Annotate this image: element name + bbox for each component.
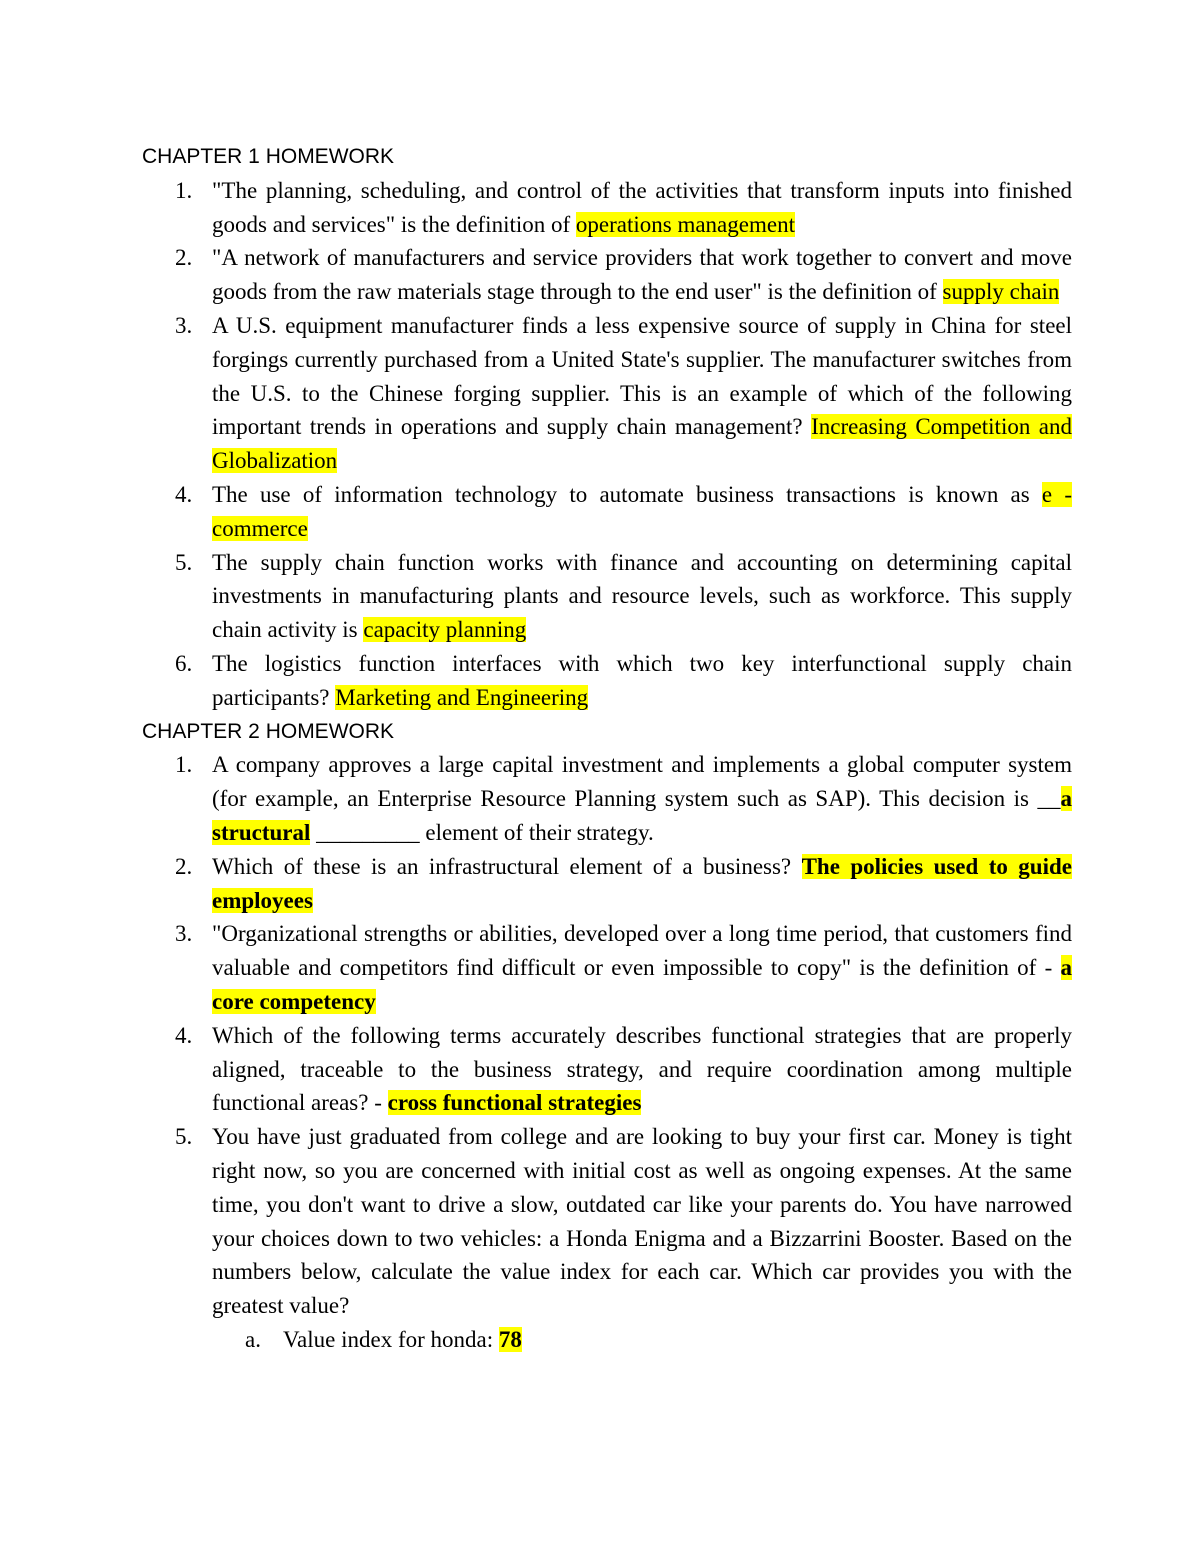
highlighted-answer: Marketing and Engineering: [335, 684, 589, 710]
list-item: [142, 748, 1072, 849]
question-text: [212, 748, 1072, 849]
question-text: [212, 174, 1072, 242]
list-item: [142, 478, 1072, 546]
item-number: 1.: [175, 177, 193, 203]
question-prompt: "A network of manufacturers and service providers that work together to convert and move goods from the raw materials stage through to the end user" is the definition of: [212, 245, 1072, 305]
question-text: [212, 1120, 1072, 1323]
list-item: [142, 1019, 1072, 1120]
question-prompt: Value index for honda:: [283, 1326, 499, 1352]
item-number: 2.: [175, 853, 193, 879]
highlighted-answer: Increasing Competition and Globalization: [212, 414, 1073, 474]
item-number: 3.: [175, 312, 193, 338]
question-text: [212, 1019, 1072, 1120]
item-number: 3.: [175, 921, 193, 947]
chapter-2-question-list: [142, 748, 1072, 1323]
highlighted-answer: The policies used to guide employees: [212, 853, 1072, 913]
question-text: [212, 309, 1072, 478]
item-number: 1.: [175, 752, 193, 778]
document-content: [142, 140, 1072, 1357]
list-item: [142, 546, 1072, 647]
list-item: [142, 309, 1072, 478]
question-prompt: A U.S. equipment manufacturer finds a less expensive source of supply in China for steel forgings currently purchased from a United State's supplier. The manufacturer switches from the U.S. to the Chinese forging supplier. This is an example of which of the following important trends in operations and supply chain management?: [212, 312, 1072, 440]
question-prompt: A company approves a large capital investment and implements a global computer system (for example, an Enterprise Resource Planning system such as SAP). This decision is __: [212, 752, 1072, 812]
question-text: [212, 546, 1072, 647]
item-letter: a.: [245, 1326, 261, 1352]
highlighted-answer: e -commerce: [212, 481, 1072, 541]
item-number: 4.: [175, 481, 193, 507]
item-number: 6.: [175, 650, 193, 676]
question-prompt: You have just graduated from college and are looking to buy your first car. Money is tight right now, so you are concerned with initial cost as well as ongoing expenses. At the same time, you don't want to drive a slow, outdated car like your parents do. You have narrowed your choices down to two vehicles: a Honda Enigma and a Bizzarrini Booster. Based on the numbers below, calculate the value index for each car. Which car provides you with the greatest value?: [212, 1124, 1072, 1319]
question-text: [212, 478, 1072, 546]
sub-question-text: [283, 1323, 1072, 1357]
question-prompt: "Organizational strengths or abilities, developed over a long time period, that customers find valuable and competitors find difficult or even impossible to copy" is the definition of -: [212, 921, 1072, 981]
highlighted-answer: a core competency: [212, 955, 1072, 1014]
question-suffix: _________ element of their strategy.: [310, 819, 654, 845]
highlighted-answer: cross functional strategies: [387, 1090, 642, 1116]
chapter-1-question-list: [142, 174, 1072, 715]
list-item: [142, 1120, 1072, 1323]
question-prompt: Which of the following terms accurately describes functional strategies that are properly aligned, traceable to the business strategy, and require coordination among multiple functional areas? -: [212, 1022, 1072, 1116]
chapter-1-heading: CHAPTER 1 HOMEWORK: [142, 145, 395, 168]
highlighted-answer: capacity planning: [363, 617, 527, 643]
highlighted-answer: a structural: [212, 786, 1072, 845]
list-item: [142, 647, 1072, 715]
question-text: [212, 917, 1072, 1018]
question-prompt: Which of these is an infrastructural element of a business?: [212, 853, 802, 879]
question-prompt: The logistics function interfaces with which two key interfunctional supply chain participants?: [212, 650, 1072, 710]
highlighted-answer: 78: [498, 1326, 522, 1352]
list-item: [142, 917, 1072, 1018]
question-prompt: The use of information technology to automate business transactions is known as: [212, 481, 1042, 507]
question-text: [212, 241, 1072, 309]
question-text: [212, 850, 1072, 918]
item-number: 4.: [175, 1022, 193, 1048]
question-prompt: "The planning, scheduling, and control of the activities that transform inputs into finished goods and services" is the definition of: [212, 177, 1072, 237]
sub-list-item: [142, 1323, 1072, 1357]
question-prompt: The supply chain function works with finance and accounting on determining capital investments in manufacturing plants and resource levels, such as workforce. This supply chain activity is: [212, 549, 1072, 643]
list-item: [142, 850, 1072, 918]
list-item: [142, 241, 1072, 309]
chapter-2-heading: CHAPTER 2 HOMEWORK: [142, 719, 395, 743]
item-number: 5.: [175, 549, 193, 575]
item-number: 5.: [175, 1124, 193, 1150]
highlighted-answer: operations management: [575, 211, 795, 237]
question-text: [212, 647, 1072, 715]
list-item: [142, 174, 1072, 242]
item-number: 2.: [175, 245, 193, 271]
highlighted-answer: supply chain: [942, 279, 1060, 305]
